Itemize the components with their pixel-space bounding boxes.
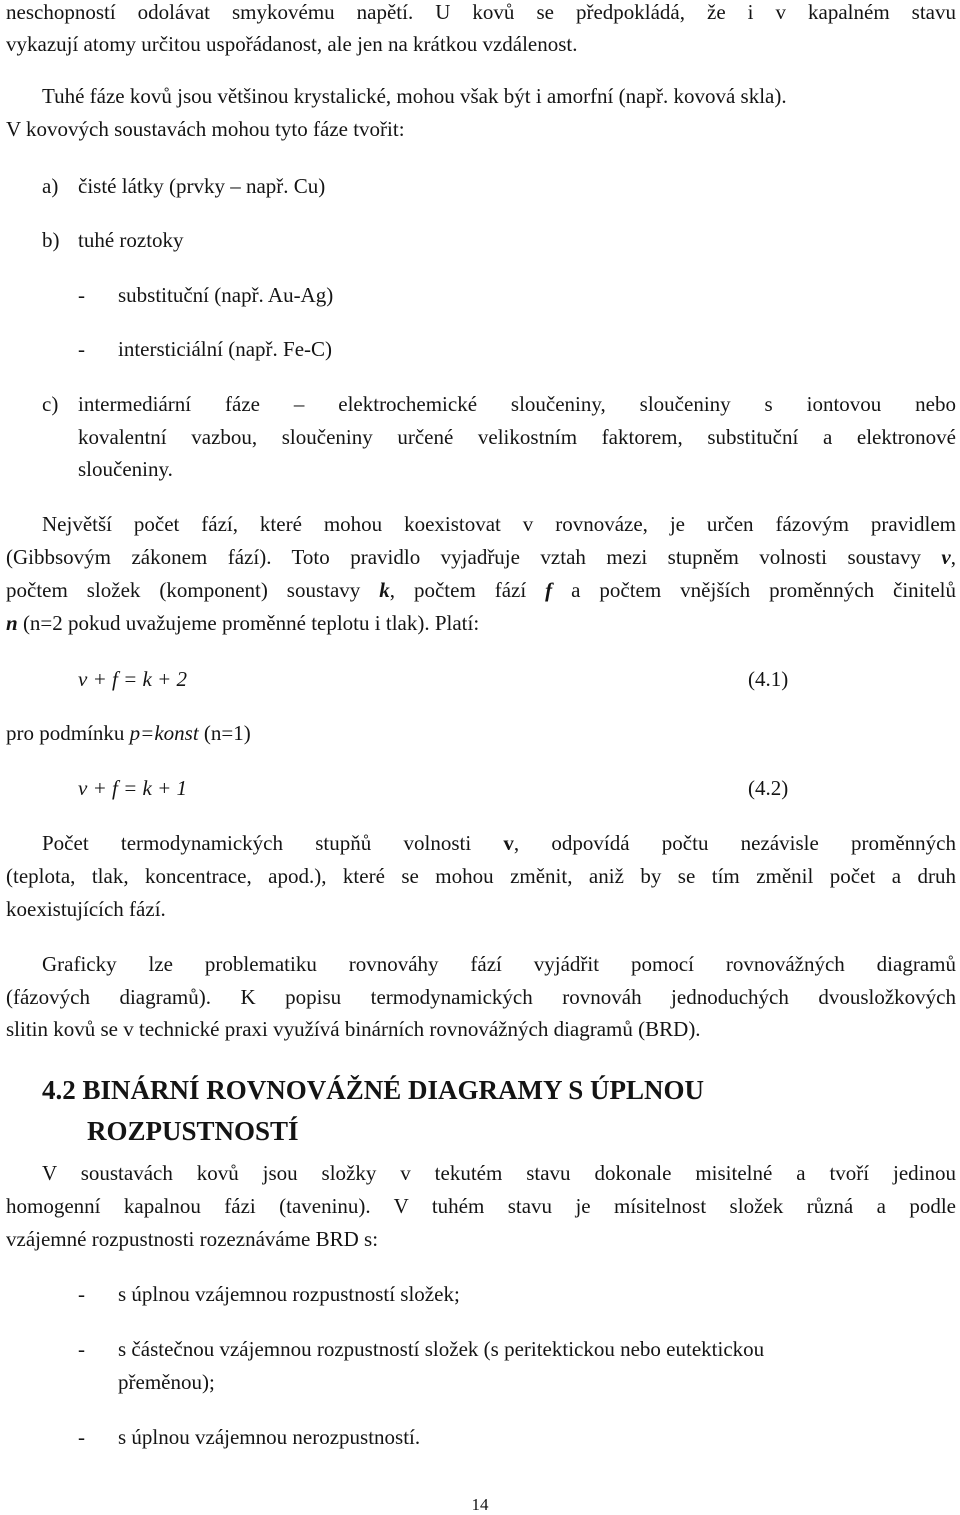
- graf-line-1: Graficky lze problematiku rovnováhy fází vyjádřit pomocí rovnovážných diagramů: [42, 952, 956, 976]
- condition-text: (n=1): [198, 721, 251, 745]
- gibbs-text: počtem složek (komponent) soustavy: [6, 578, 380, 602]
- condition-expr: p=konst: [129, 721, 199, 745]
- type-item-1: [78, 1280, 956, 1308]
- sublist-item-substitutional: [78, 281, 956, 309]
- dash: -: [78, 1337, 85, 1361]
- equation-4-2: v + f = k + 1: [78, 776, 187, 800]
- gibbs-line-2: [6, 543, 956, 571]
- condition-text: pro podmínku: [6, 721, 130, 745]
- dof-line-3: koexistujících fází.: [6, 897, 166, 921]
- dash: -: [78, 1425, 85, 1449]
- dash: -: [78, 1282, 85, 1306]
- type-text: s částečnou vzájemnou rozpustností složek (s peritektickou nebo eutektickou: [118, 1337, 765, 1361]
- gibbs-line-4: [6, 609, 956, 637]
- brd-line-3: vzájemné rozpustnosti rozeznáváme BRD s:: [6, 1227, 379, 1251]
- list-label-b: b): [42, 228, 60, 252]
- graf-line-3: slitin kovů se v technické praxi využívá binárních rovnovážných diagramů (BRD).: [6, 1017, 701, 1041]
- list-text-a: čisté látky (prvky – např. Cu): [78, 174, 326, 198]
- dash: -: [78, 283, 85, 307]
- equation-number-4-2: (4.2): [748, 776, 789, 800]
- symbol-v: v: [503, 831, 514, 855]
- sublist-text: substituční (např. Au-Ag): [118, 283, 334, 307]
- symbol-f: f: [545, 578, 553, 602]
- graf-line-2: (fázových diagramů). K popisu termodynamických rovnováh jednoduchých dvousložkových: [6, 985, 956, 1009]
- list-text-c-line-1: intermediární fáze – elektrochemické sloučeniny, sloučeniny s iontovou nebo: [78, 392, 956, 416]
- list-label-a: a): [42, 174, 59, 198]
- equation-4-1: v + f = k + 2: [78, 667, 187, 691]
- dof-text: , odpovídá počtu nezávisle proměnných: [513, 831, 957, 855]
- gibbs-text: a počtem vnějších proměnných činitelů: [552, 578, 957, 602]
- sublist-item-interstitial: [78, 335, 956, 363]
- gibbs-line-1: Největší počet fází, které mohou koexistovat v rovnováze, je určen fázovým pravidlem: [42, 512, 956, 536]
- sublist-text: intersticiální (např. Fe-C): [118, 337, 333, 361]
- section-heading-line-2: ROZPUSTNOSTÍ: [87, 1116, 299, 1146]
- gibbs-text: , počtem fází: [389, 578, 546, 602]
- type-item-3: [78, 1423, 956, 1451]
- condition-line: [6, 719, 956, 747]
- section-heading-line-1: 4.2 BINÁRNÍ ROVNOVÁŽNÉ DIAGRAMY S ÚPLNOU: [42, 1075, 705, 1105]
- brd-line-1: V soustavách kovů jsou složky v tekutém stavu dokonale misitelné a tvoří jedinou: [42, 1161, 956, 1185]
- list-text-c-line-3: sloučeniny.: [78, 457, 173, 481]
- list-item-b: [42, 226, 956, 254]
- symbol-v: v: [941, 545, 951, 569]
- intro-line-1: neschopností odolávat smykovému napětí. U kovů se předpokládá, že i v kapalném stavu: [6, 0, 956, 24]
- brd-line-2: homogenní kapalnou fázi (taveninu). V tuhém stavu je mísitelnost složek různá a podle: [6, 1194, 956, 1218]
- gibbs-text: (n=2 pokud uvažujeme proměnné teplotu i tlak). Platí:: [17, 611, 480, 635]
- list-item-a: [42, 172, 956, 200]
- symbol-n: n: [6, 611, 18, 635]
- intro-line-2: vykazují atomy určitou uspořádanost, ale jen na krátkou vzdálenost.: [6, 32, 578, 56]
- gibbs-text: (Gibbsovým zákonem fází). Toto pravidlo vyjadřuje vztah mezi stupněm volnosti soustavy: [6, 545, 942, 569]
- type-text: s úplnou vzájemnou rozpustností složek;: [118, 1282, 460, 1306]
- dof-text: Počet termodynamických stupňů volnosti: [42, 831, 504, 855]
- intro-line-3: Tuhé fáze kovů jsou většinou krystalické, mohou však být i amorfní (např. kovová skla).: [42, 84, 787, 108]
- symbol-k: k: [379, 578, 390, 602]
- gibbs-line-3: [6, 576, 956, 604]
- gibbs-text: ,: [950, 545, 956, 569]
- equation-number-4-1: (4.1): [748, 667, 789, 691]
- dash: -: [78, 337, 85, 361]
- page-number: 14: [471, 1495, 489, 1514]
- list-text-c-line-2: kovalentní vazbou, sloučeniny určené velikostním faktorem, substituční a elektronové: [78, 425, 956, 449]
- dof-line-2: (teplota, tlak, koncentrace, apod.), které se mohou změnit, aniž by se tím změnil počet a druh: [6, 864, 956, 888]
- list-label-c: c): [42, 392, 59, 416]
- list-text-b: tuhé roztoky: [78, 228, 184, 252]
- type-item-2-cont: přeměnou);: [118, 1370, 215, 1394]
- dof-line-1: [42, 829, 956, 857]
- type-text: s úplnou vzájemnou nerozpustností.: [118, 1425, 421, 1449]
- intro-line-4: V kovových soustavách mohou tyto fáze tvořit:: [6, 117, 405, 141]
- type-item-2: [78, 1335, 956, 1363]
